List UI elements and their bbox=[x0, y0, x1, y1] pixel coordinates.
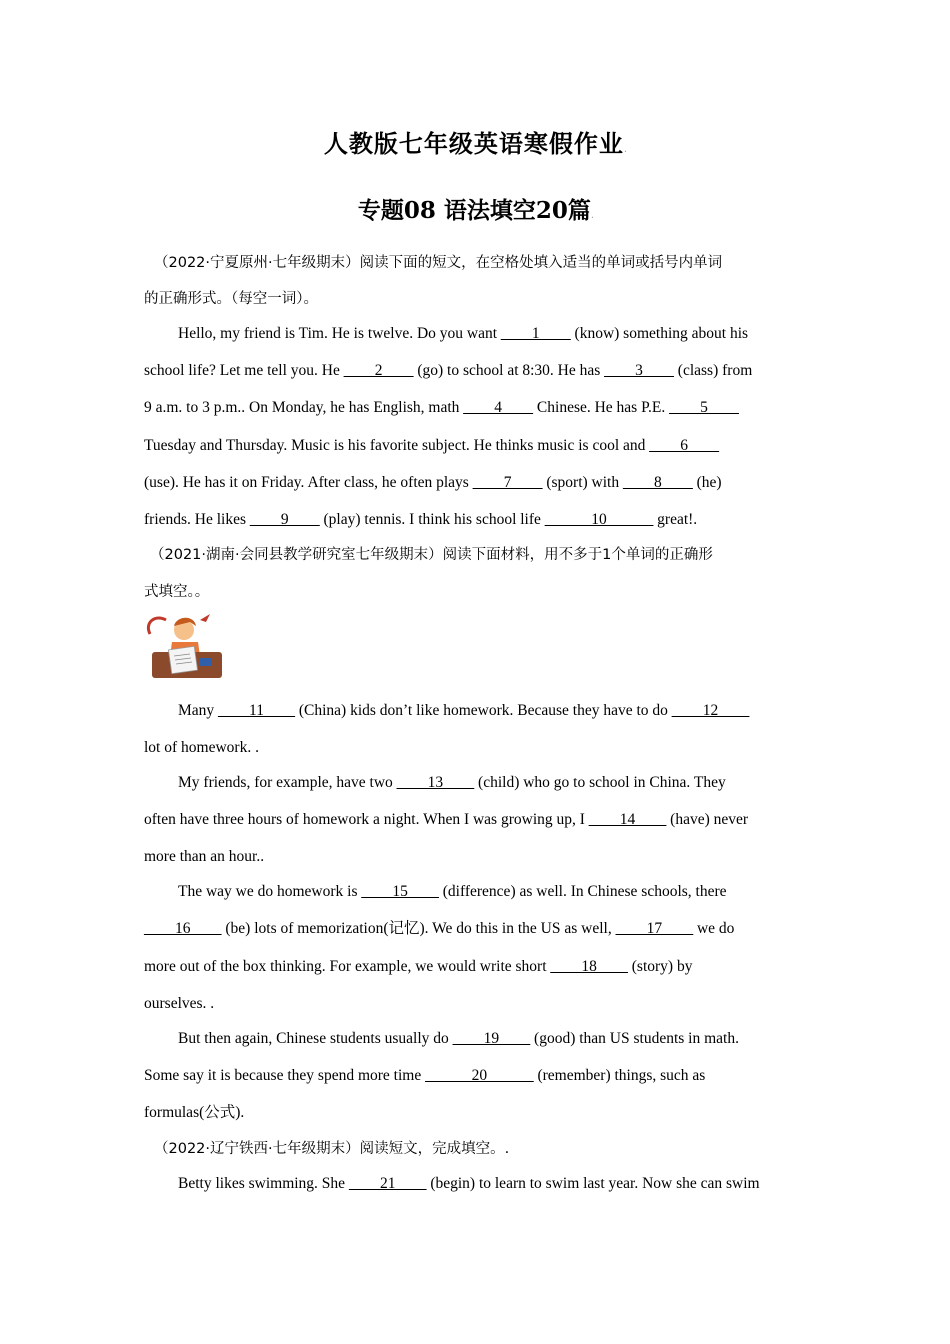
blank-1[interactable]: ____1____ bbox=[500, 325, 571, 342]
paper bbox=[168, 646, 197, 673]
passage2-line: more than an hour.. bbox=[144, 848, 265, 865]
passage2-line: ourselves. . bbox=[144, 995, 215, 1012]
passage1-line: Hello, my friend is Tim. He is twelve. Do you want ____1____ (know) something about his bbox=[178, 325, 749, 342]
blank-16[interactable]: ____16____ bbox=[144, 920, 222, 937]
blank-19[interactable]: ____19____ bbox=[452, 1030, 531, 1047]
passage2-line: Some say it is because they spend more time ______20______ (remember) things, such as bbox=[144, 1067, 706, 1084]
passage1-instruction: （2022·宁夏原州·七年级期末）阅读下面的短文，在空格处填入适当的单词或括号内单词 bbox=[154, 255, 723, 271]
blank-21[interactable]: ____21____ bbox=[348, 1175, 427, 1192]
blank-12[interactable]: ____12____ bbox=[671, 702, 750, 719]
passage1-line: 9 a.m. to 3 p.m.. On Monday, he has English, math ____4____ Chinese. He has P.E. ____5____ bbox=[144, 399, 739, 416]
passage1-line: friends. He likes ____9____ (play) tennis. I think his school life ______10______ great!. bbox=[144, 511, 698, 528]
blank-10[interactable]: ______10______ bbox=[544, 511, 654, 528]
blank-20[interactable]: ______20______ bbox=[425, 1067, 534, 1084]
passage1-line: (use). He has it on Friday. After class, he often plays ____7____ (sport) with ____8____ (he) bbox=[144, 474, 722, 491]
passage2-line: formulas(公式). bbox=[144, 1104, 245, 1121]
passage1-line: school life? Let me tell you. He ____2____ (go) to school at 8:30. He has ____3____ (class) from bbox=[144, 362, 753, 379]
passage2-line: often have three hours of homework a night. When I was growing up, I ____14____ (have) never bbox=[144, 811, 749, 828]
blank-9[interactable]: ____9____ bbox=[249, 511, 320, 528]
passage2-line: The way we do homework is ____15____ (difference) as well. In Chinese schools, there bbox=[178, 883, 727, 900]
blank-14[interactable]: ____14____ bbox=[588, 811, 667, 828]
passage1-instruction-cont: 的正确形式。（每空一词）。 bbox=[144, 291, 318, 307]
passage2-instruction: （2021·湖南·会同县教学研究室七年级期末）阅读下面材料，用不多于1个单词的正确形 bbox=[150, 547, 713, 563]
student-homework-illustration bbox=[144, 612, 228, 680]
blank-3[interactable]: ____3____ bbox=[604, 362, 674, 379]
passage2-instruction-cont: 式填空。。 bbox=[144, 584, 210, 600]
passage2-line: ____16____ (be) lots of memorization(记忆). We do this in the US as well, ____17____ we do bbox=[144, 920, 735, 937]
blank-5[interactable]: ____5____ bbox=[669, 399, 739, 416]
blank-4[interactable]: ____4____ bbox=[463, 399, 534, 416]
blank-11[interactable]: ____11____ bbox=[218, 702, 295, 719]
chair-back bbox=[148, 618, 166, 634]
blank-18[interactable]: ____18____ bbox=[550, 958, 628, 975]
blank-6[interactable]: ____6____ bbox=[649, 437, 720, 454]
page-subtitle: 专题08 语法填空20篇. bbox=[357, 197, 595, 224]
page-title: 人教版七年级英语寒假作业. bbox=[323, 129, 629, 158]
passage3-instruction: （2022·辽宁铁西·七年级期末）阅读短文，完成填空。. bbox=[154, 1141, 510, 1157]
passage2-line: Many ____11____ (China) kids don’t like homework. Because they have to do ____12____ bbox=[178, 702, 750, 719]
passage3-line: Betty likes swimming. She ____21____ (begin) to learn to swim last year. Now she can swim bbox=[178, 1175, 760, 1192]
blank-8[interactable]: ____8____ bbox=[622, 474, 693, 491]
passage2-line: more out of the box thinking. For example, we would write short ____18____ (story) by bbox=[144, 958, 693, 975]
blank-15[interactable]: ____15____ bbox=[361, 883, 439, 900]
passage2-line: lot of homework. . bbox=[144, 739, 259, 756]
passage1-line: Tuesday and Thursday. Music is his favorite subject. He thinks music is cool and ____6____ bbox=[144, 437, 720, 454]
blank-7[interactable]: ____7____ bbox=[472, 474, 543, 491]
blank-17[interactable]: ____17____ bbox=[615, 920, 694, 937]
hair-bow bbox=[200, 614, 210, 622]
blank-2[interactable]: ____2____ bbox=[343, 362, 414, 379]
passage2-line: But then again, Chinese students usually do ____19____ (good) than US students in math. bbox=[178, 1030, 739, 1047]
passage2-line: My friends, for example, have two ____13____ (child) who go to school in China. They bbox=[178, 774, 726, 791]
blank-13[interactable]: ____13____ bbox=[396, 774, 475, 791]
book bbox=[200, 658, 212, 666]
